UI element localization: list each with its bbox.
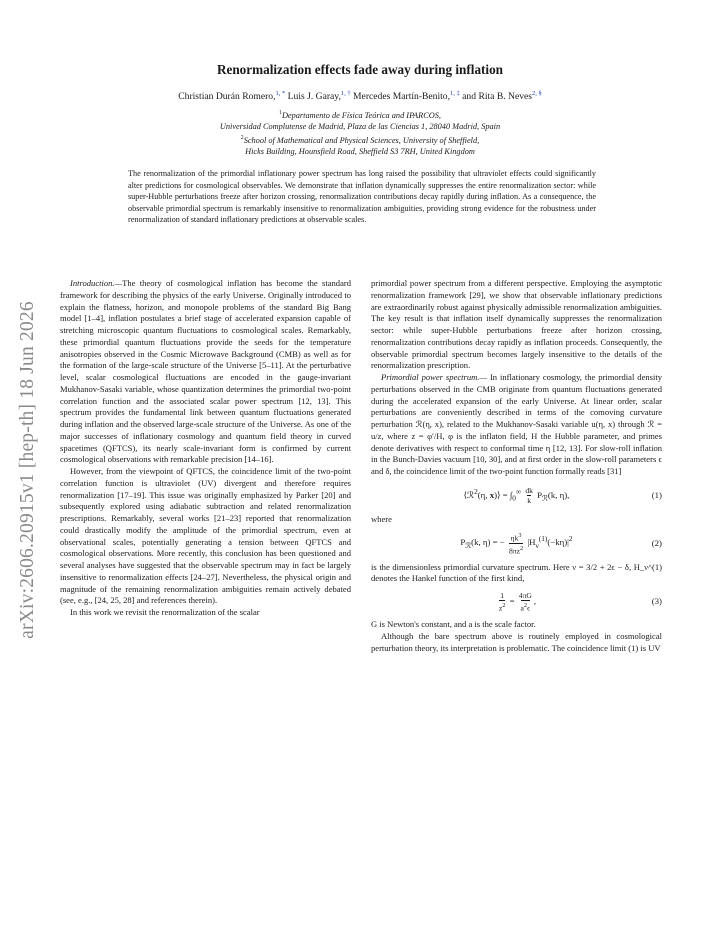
affiliation-line: Hicks Building, Hounsfield Road, Sheffield S3 7RH, United Kingdom: [245, 147, 475, 157]
paragraph: where: [371, 513, 392, 524]
author-conjunction: and: [462, 91, 477, 103]
author-affiliation-mark[interactable]: 1, *: [275, 90, 286, 97]
author-name: Mercedes Martín-Benito,: [353, 91, 451, 103]
section-heading-introduction: Introduction.—: [70, 278, 123, 288]
paragraph: The theory of cosmological inflation has become the standard framework for describing the physics of the early Universe. Originally introduced to explain the flatness, horizon, and monopole problems of the standard Big Bang model [1–4], inflation postulates a brief stage of accelerated expansion capable of stretching microscopic quantum fluctuations to cosmological scales. Remarkably, these primordial quantum fluctuations provide the seeds for the temperature anisotropies observed in the Cosmic Microwave Background (CMB) as well as for the formation of the large-scale structure of the Universe [5–11]. At the perturbative level, scalar cosmological fluctuations are encoded in the gauge-invariant Mukhanov-Sasaki variable, whose quantization determines the primordial two-point correlation function and the associated scalar power spectrum [12, 13]. This spectrum provides the fundamental link between quantum fluctuations generated during inflation and the observed large-scale structure of the Universe. As one of the major successes of inflationary cosmology and quantum field theory in curved spacetimes (QFTCS), its nearly scale-invariant form is confirmed by current cosmological observations with remarkable precision [14–16].: [60, 278, 351, 465]
equation-2: [371, 530, 662, 558]
affiliation-1: [0, 108, 720, 158]
equation-3: [371, 589, 662, 615]
author-name: Luis J. Garay,: [287, 91, 341, 103]
equation-number: (3): [651, 596, 662, 607]
equation-body: $\frac{1}{z^2}$ = $\frac{4\pi G}{a^2\epsilon}$ ,: [498, 591, 537, 613]
paragraph: In this work we revisit the renormalization of the scalar: [70, 607, 260, 617]
arxiv-stamp: [8, 260, 48, 680]
author-affiliation-mark[interactable]: 1, †: [340, 90, 351, 97]
paragraph: is the dimensionless primordial curvature spectrum. Here ν = 3/2 + 2ϵ − δ, H_ν^(1) denotes the Hankel function of the first kind,: [371, 561, 662, 584]
affiliation-line: Departamento de Física Teórica and IPARCOS,: [281, 110, 441, 120]
equation-body: $P_ℛ(k$, η) = − $\frac{\eta k^3}{8\pi z^2}$ $|H_\nu^{(1)}(-k\eta)|^2$: [460, 532, 573, 556]
affiliation-line: School of Mathematical and Physical Sciences, University of Sheffield,: [243, 135, 480, 145]
arxiv-identifier: arXiv:2606.20915v1 [hep-th] 18 Jun 2026: [17, 301, 39, 639]
paragraph: G is Newton's constant, and a is the scale factor.: [371, 619, 536, 629]
equation-1: [371, 482, 662, 510]
affiliation-number: 1: [279, 110, 282, 116]
equation-body: ⟨ℛ$^2$(η, x)⟩ = $\int_0^\infty$ $\frac{dk}{k}$ $P_ℛ(k$, η),: [463, 486, 570, 506]
affiliation-line: Universidad Complutense de Madrid, Plaza de las Ciencias 1, 28040 Madrid, Spain: [219, 122, 501, 132]
author-list: [0, 90, 720, 102]
author-name: Rita B. Neves: [478, 91, 532, 103]
paragraph: In inflationary cosmology, the primordial density perturbations observed in the CMB originate from quantum fluctuations generated during the accelerated expansion of the early Universe. At linear order, scalar perturbations are conveniently described in terms of the comoving curvature perturbation ℛ(η, x), related to the Mukhanov-Sasaki variable u(η, x) through ℛ = u/z, where z = φ′/H, φ is the inflaton field, H the Hubble parameter, and primes denote derivatives with respect to conformal time η [12, 13]. For slow-roll inflation in the Bunch-Davies vacuum [10, 30], and at first order in the slow-roll parameters ϵ and δ, the coincidence limit of the two-point function formally reads [31]: [371, 372, 662, 476]
affiliation-number: 2: [240, 134, 244, 141]
right-column: [371, 278, 662, 654]
left-column: [60, 278, 351, 619]
author-name: Christian Durán Romero,: [178, 91, 276, 103]
author-affiliation-mark[interactable]: 2, §: [532, 90, 542, 97]
section-heading-power-spectrum: Primordial power spectrum.—: [381, 372, 488, 382]
equation-number: (2): [651, 537, 662, 548]
paper-title: Renormalization effects fade away during inflation: [216, 62, 504, 77]
equation-number: (1): [651, 489, 662, 500]
paragraph: Although the bare spectrum above is routinely employed in cosmological perturbation theory, its interpretation is problematic. The coincidence limit (1) is UV: [371, 630, 662, 653]
author-affiliation-mark[interactable]: 1, ‡: [450, 90, 460, 97]
paragraph: primordial power spectrum from a different perspective. Employing the asymptotic renormalization framework [29], we show that observable inflationary predictions are extraordinarily robust against physically admissible renormalization ambiguities. The key result is that inflation itself dynamically suppresses the renormalization sector: while super-Hubble perturbations freeze after horizon crossing, renormalization contributions decay rapidly as inflation proceeds. Consequently, the observable primordial spectrum becomes largely insensitive to the details of the renormalization prescription.: [371, 278, 662, 371]
paragraph: However, from the viewpoint of QFTCS, the coincidence limit of the two-point correlation function is ultraviolet (UV) divergent and therefore requires renormalization [17–19]. This issue was originally emphasized by Parker [20] and subsequently explored using adiabatic subtraction and related renormalization prescriptions. Remarkably, several works [21–23] reported that renormalization could drastically modify the amplitude of the primordial spectrum, even at observational scales, potentially generating a tension between QFTCS and cosmological observations. More recently, this conclusion has been questioned and several analyses have suggested that the observable spectrum may in fact be largely insensitive to renormalization effects [24–27]. Nevertheless, the physical origin and magnitude of the remaining renormalization ambiguities remain actively debated (see, e.g., [24, 25, 28] and references therein).: [60, 466, 351, 606]
abstract: The renormalization of the primordial inflationary power spectrum has long raised the possibility that ultraviolet effects could significantly alter predictions for cosmological observables. We demonstrate that inflation dynamically suppresses the entire renormalization sector: while super-Hubble perturbations freeze after horizon crossing, renormalization contributions decay rapidly during inflation. As a consequence, the observable primordial spectrum is remarkably insensitive to renormalization ambiguities, providing strong evidence for the robustness under renormalization of standard inflationary predictions at observable scales.: [128, 169, 596, 224]
